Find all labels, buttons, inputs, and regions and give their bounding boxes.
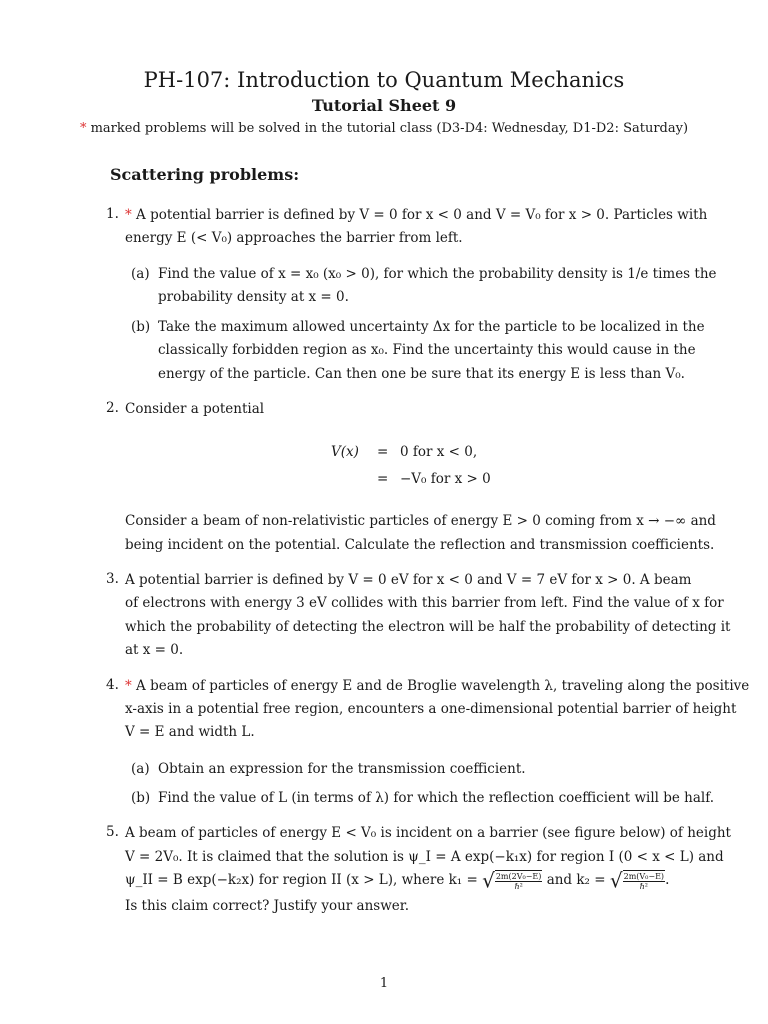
subpart-label: (b) bbox=[131, 319, 151, 335]
subpart-text: energy of the particle. Can then one be sure that its energy E is less than V₀. bbox=[158, 366, 685, 382]
problem-text: energy E (< V₀) approaches the barrier from left. bbox=[125, 230, 463, 246]
problem-number: 1. bbox=[106, 206, 119, 222]
problem-text: . bbox=[665, 872, 670, 888]
equation-equals: = bbox=[377, 471, 389, 487]
note-text: marked problems will be solved in the tutorial class (D3-D4: Wednesday, D1-D2: Saturday) bbox=[90, 121, 689, 136]
problem-text: V = E and width L. bbox=[125, 724, 255, 740]
tutorial-note bbox=[0, 121, 768, 136]
problem-5-line-3 bbox=[125, 870, 669, 891]
page-subtitle: Tutorial Sheet 9 bbox=[311, 96, 457, 115]
problem-1-line bbox=[125, 205, 707, 225]
problem-text: A potential barrier is defined by V = 0 for x < 0 and V = V₀ for x > 0. Particles with bbox=[136, 207, 708, 223]
problem-text: of electrons with energy 3 eV collides with this barrier from left. Find the value of x for bbox=[125, 595, 724, 611]
problem-text: V = 2V₀. It is claimed that the solution is ψ_I = A exp(−k₁x) for region I (0 < x < L) and bbox=[125, 849, 724, 865]
equation-equals: = bbox=[377, 444, 389, 460]
subpart-label: (a) bbox=[131, 761, 150, 777]
subpart-text: classically forbidden region as x₀. Find the uncertainty this would cause in the bbox=[158, 342, 696, 358]
problem-number: 3. bbox=[106, 571, 119, 587]
problem-text: Consider a beam of non-relativistic particles of energy E > 0 coming from x → −∞ and bbox=[125, 513, 716, 529]
subpart-text: Take the maximum allowed uncertainty Δx for the particle to be localized in the bbox=[158, 319, 705, 335]
problem-text: which the probability of detecting the electron will be half the probability of detecting it bbox=[125, 619, 731, 635]
problem-text: Consider a potential bbox=[125, 401, 265, 417]
equation-lhs: V(x) bbox=[331, 444, 359, 460]
subpart-text: probability density at x = 0. bbox=[158, 289, 349, 305]
subpart-text: Find the value of L (in terms of λ) for which the reflection coefficient will be half. bbox=[158, 790, 715, 806]
fraction-denominator: ℏ² bbox=[514, 882, 523, 891]
star-marker: * bbox=[125, 207, 132, 223]
sqrt-symbol: √ bbox=[482, 868, 495, 893]
problem-text: and k₂ = bbox=[546, 872, 606, 888]
subpart-label: (a) bbox=[131, 266, 150, 282]
subpart-text: Obtain an expression for the transmission coefficient. bbox=[158, 761, 526, 777]
fraction-numerator: 2m(V₀−E) bbox=[623, 872, 665, 881]
fraction-k2 bbox=[623, 870, 665, 891]
problem-text: A potential barrier is defined by V = 0 eV for x < 0 and V = 7 eV for x > 0. A beam bbox=[125, 572, 692, 588]
problem-text: x-axis in a potential free region, encounters a one-dimensional potential barrier of height bbox=[125, 701, 737, 717]
problem-text: Is this claim correct? Justify your answer. bbox=[125, 898, 410, 914]
equation-rhs: 0 for x < 0, bbox=[400, 444, 478, 460]
sqrt-symbol: √ bbox=[609, 868, 623, 893]
fraction-numerator: 2m(2V₀−E) bbox=[495, 872, 542, 881]
subpart-label: (b) bbox=[131, 790, 151, 806]
problem-text: at x = 0. bbox=[125, 642, 184, 658]
problem-number: 4. bbox=[106, 677, 119, 693]
problem-text: being incident on the potential. Calculate the reflection and transmission coefficients. bbox=[125, 537, 715, 553]
page-title: PH-107: Introduction to Quantum Mechanics bbox=[143, 68, 625, 92]
star-marker: * bbox=[125, 678, 132, 694]
fraction-denominator: ℏ² bbox=[639, 882, 649, 891]
problem-text: ψ_II = B exp(−k₂x) for region II (x > L), where k₁ = bbox=[125, 872, 478, 888]
subpart-text: Find the value of x = x₀ (x₀ > 0), for which the probability density is 1/e times the bbox=[158, 266, 717, 282]
section-heading: Scattering problems: bbox=[110, 165, 300, 184]
problem-text: A beam of particles of energy E and de Broglie wavelength λ, traveling along the positive bbox=[136, 678, 750, 694]
page-number: 1 bbox=[379, 976, 389, 991]
fraction-k1 bbox=[495, 870, 543, 891]
problem-4-line bbox=[125, 676, 749, 696]
problem-text: A beam of particles of energy E < V₀ is incident on a barrier (see figure below) of height bbox=[125, 825, 731, 841]
problem-number: 5. bbox=[106, 824, 119, 840]
equation-rhs: −V₀ for x > 0 bbox=[400, 471, 491, 487]
problem-number: 2. bbox=[106, 400, 119, 416]
star-marker: * bbox=[79, 121, 87, 136]
